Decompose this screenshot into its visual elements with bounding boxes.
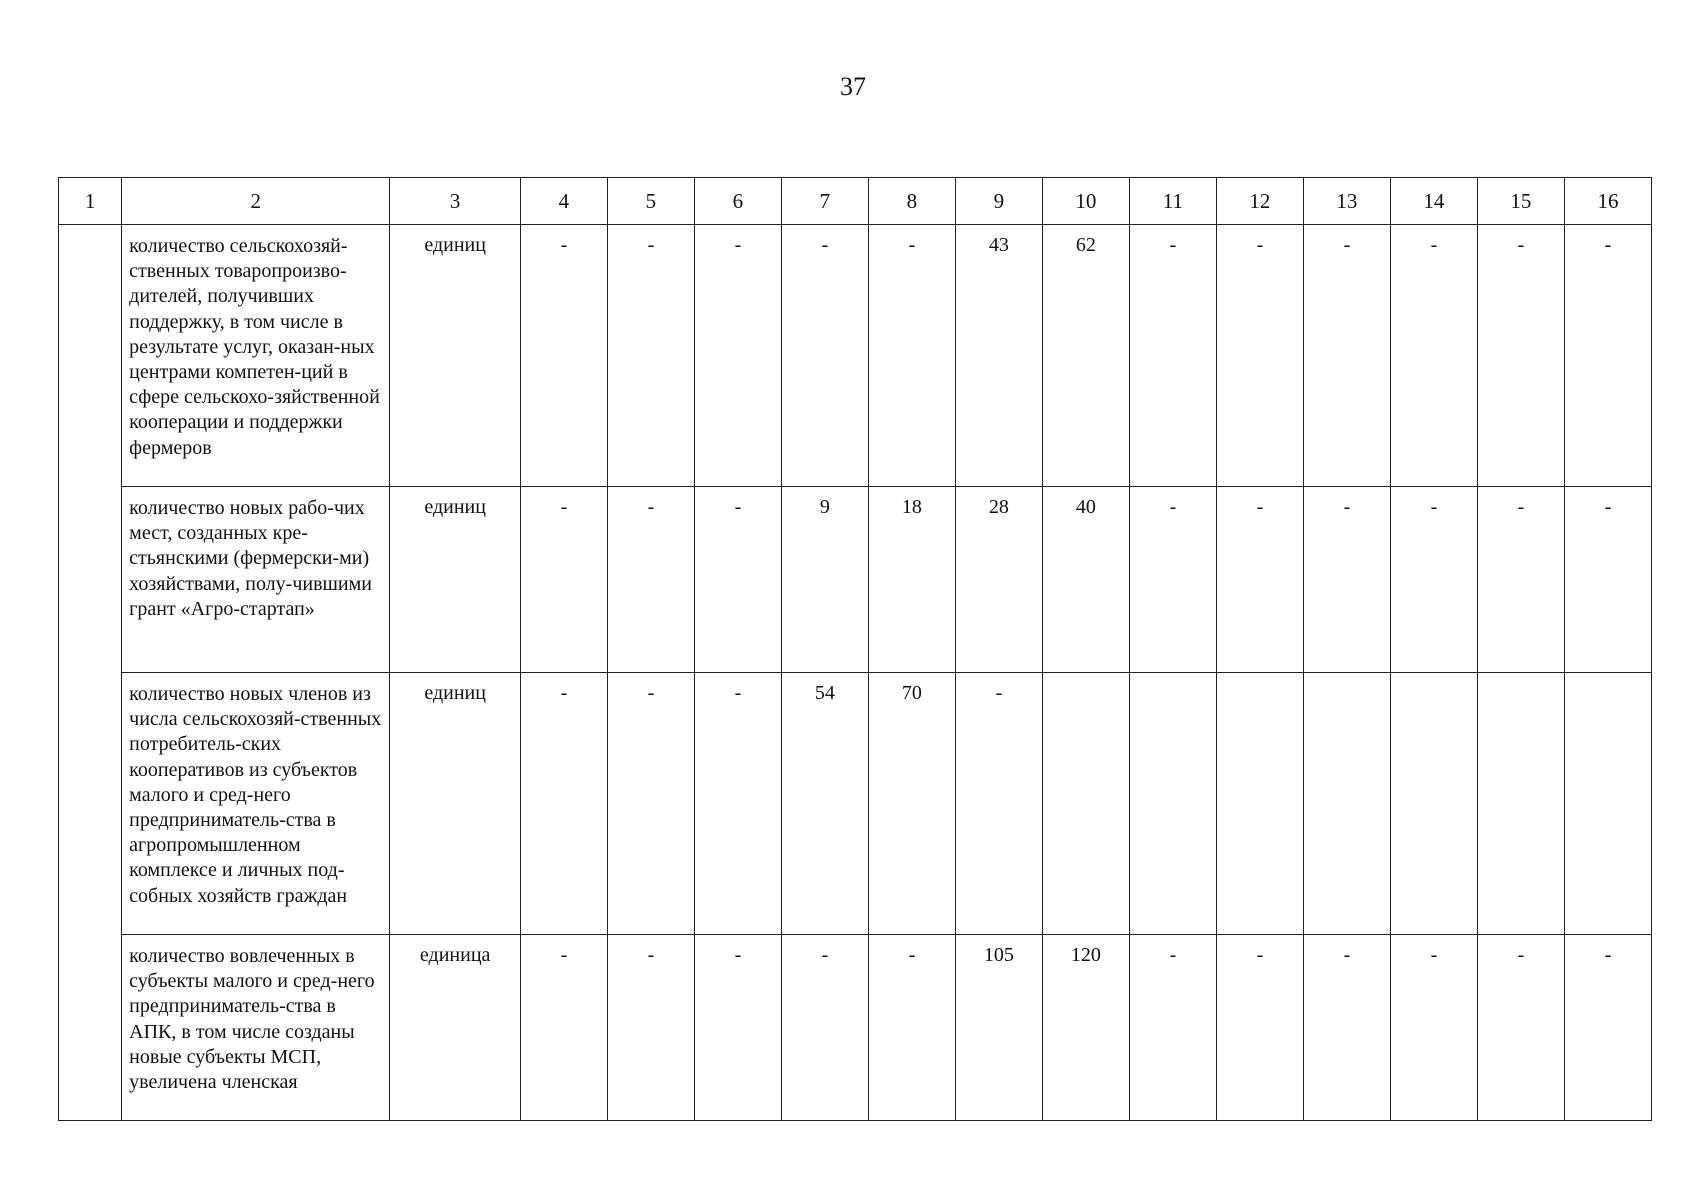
column-header: 5 — [607, 178, 694, 225]
value-cell: - — [1216, 935, 1303, 1121]
column-header: 14 — [1390, 178, 1477, 225]
value-cell: - — [607, 935, 694, 1121]
indicator-description: количество новых рабо-чих мест, созданных кре-стьянскими (фермерски-ми) хозяйствами, полу-чившими грант «Агро-стартап» — [122, 487, 390, 673]
page-number: 37 — [840, 72, 866, 101]
table-row — [59, 487, 1652, 673]
value-cell: - — [1564, 225, 1651, 487]
value-cell: - — [520, 225, 607, 487]
value-cell: 40 — [1042, 487, 1129, 673]
column-header: 7 — [781, 178, 868, 225]
value-cell: - — [868, 225, 955, 487]
value-cell — [1129, 673, 1216, 935]
unit-cell: единица — [390, 935, 521, 1121]
value-cell: - — [694, 487, 781, 673]
value-cell: - — [1564, 487, 1651, 673]
value-cell: - — [694, 225, 781, 487]
value-cell: - — [607, 673, 694, 935]
value-cell: - — [520, 673, 607, 935]
value-cell: 9 — [781, 487, 868, 673]
value-cell: - — [1303, 225, 1390, 487]
value-cell: - — [1129, 225, 1216, 487]
value-cell: 105 — [955, 935, 1042, 1121]
value-cell — [1042, 673, 1129, 935]
value-cell: - — [781, 935, 868, 1121]
unit-cell: единиц — [390, 487, 521, 673]
value-cell: - — [1390, 225, 1477, 487]
indicator-description: количество новых членов из числа сельскохозяй-ственных потребитель-ских кооперативов из субъектов малого и сред-него предприниматель-ства в агропромышленном комплексе и личных под-собных хозяйств граждан — [122, 673, 390, 935]
value-cell: 43 — [955, 225, 1042, 487]
value-cell: 54 — [781, 673, 868, 935]
value-cell: 28 — [955, 487, 1042, 673]
value-cell — [1303, 673, 1390, 935]
value-cell — [1564, 673, 1651, 935]
column-header: 12 — [1216, 178, 1303, 225]
table-row — [59, 225, 1652, 487]
column-header: 11 — [1129, 178, 1216, 225]
value-cell: - — [1477, 487, 1564, 673]
value-cell: - — [1216, 225, 1303, 487]
value-cell: - — [1129, 935, 1216, 1121]
column-header: 2 — [122, 178, 390, 225]
value-cell: - — [1390, 487, 1477, 673]
indicator-table — [58, 177, 1652, 1121]
column-header: 16 — [1564, 178, 1651, 225]
value-cell: - — [955, 673, 1042, 935]
value-cell — [1216, 673, 1303, 935]
unit-cell: единиц — [390, 673, 521, 935]
value-cell: - — [1477, 935, 1564, 1121]
indicator-description: количество сельскохозяй-ственных товаропроизво-дителей, получивших поддержку, в том числе в результате услуг, оказан-ных центрами компетен-ций в сфере сельскохо-зяйственной кооперации и поддержки фермеров — [122, 225, 390, 487]
column-header: 13 — [1303, 178, 1390, 225]
column-header: 10 — [1042, 178, 1129, 225]
value-cell: - — [1129, 487, 1216, 673]
value-cell: 70 — [868, 673, 955, 935]
column-header: 1 — [59, 178, 122, 225]
table-row — [59, 673, 1652, 935]
value-cell: - — [1303, 935, 1390, 1121]
value-cell: - — [607, 487, 694, 673]
value-cell: - — [520, 487, 607, 673]
value-cell: - — [694, 935, 781, 1121]
value-cell — [1477, 673, 1564, 935]
value-cell: - — [607, 225, 694, 487]
value-cell: - — [520, 935, 607, 1121]
value-cell: - — [781, 225, 868, 487]
column-header: 15 — [1477, 178, 1564, 225]
table-row — [59, 935, 1652, 1121]
value-cell: - — [1564, 935, 1651, 1121]
indicator-description: количество вовлеченных в субъекты малого и сред-него предприниматель-ства в АПК, в том числе созданы новые субъекты МСП, увеличена членская — [122, 935, 390, 1121]
column-header: 6 — [694, 178, 781, 225]
value-cell — [1390, 673, 1477, 935]
value-cell: - — [694, 673, 781, 935]
column-number-row — [59, 178, 1652, 225]
value-cell: 62 — [1042, 225, 1129, 487]
unit-cell: единиц — [390, 225, 521, 487]
value-cell: 18 — [868, 487, 955, 673]
row-number-cell — [59, 225, 122, 1121]
column-header: 3 — [390, 178, 521, 225]
value-cell: - — [868, 935, 955, 1121]
value-cell: - — [1303, 487, 1390, 673]
column-header: 9 — [955, 178, 1042, 225]
column-header: 4 — [520, 178, 607, 225]
value-cell: - — [1390, 935, 1477, 1121]
value-cell: - — [1216, 487, 1303, 673]
value-cell: 120 — [1042, 935, 1129, 1121]
column-header: 8 — [868, 178, 955, 225]
value-cell: - — [1477, 225, 1564, 487]
